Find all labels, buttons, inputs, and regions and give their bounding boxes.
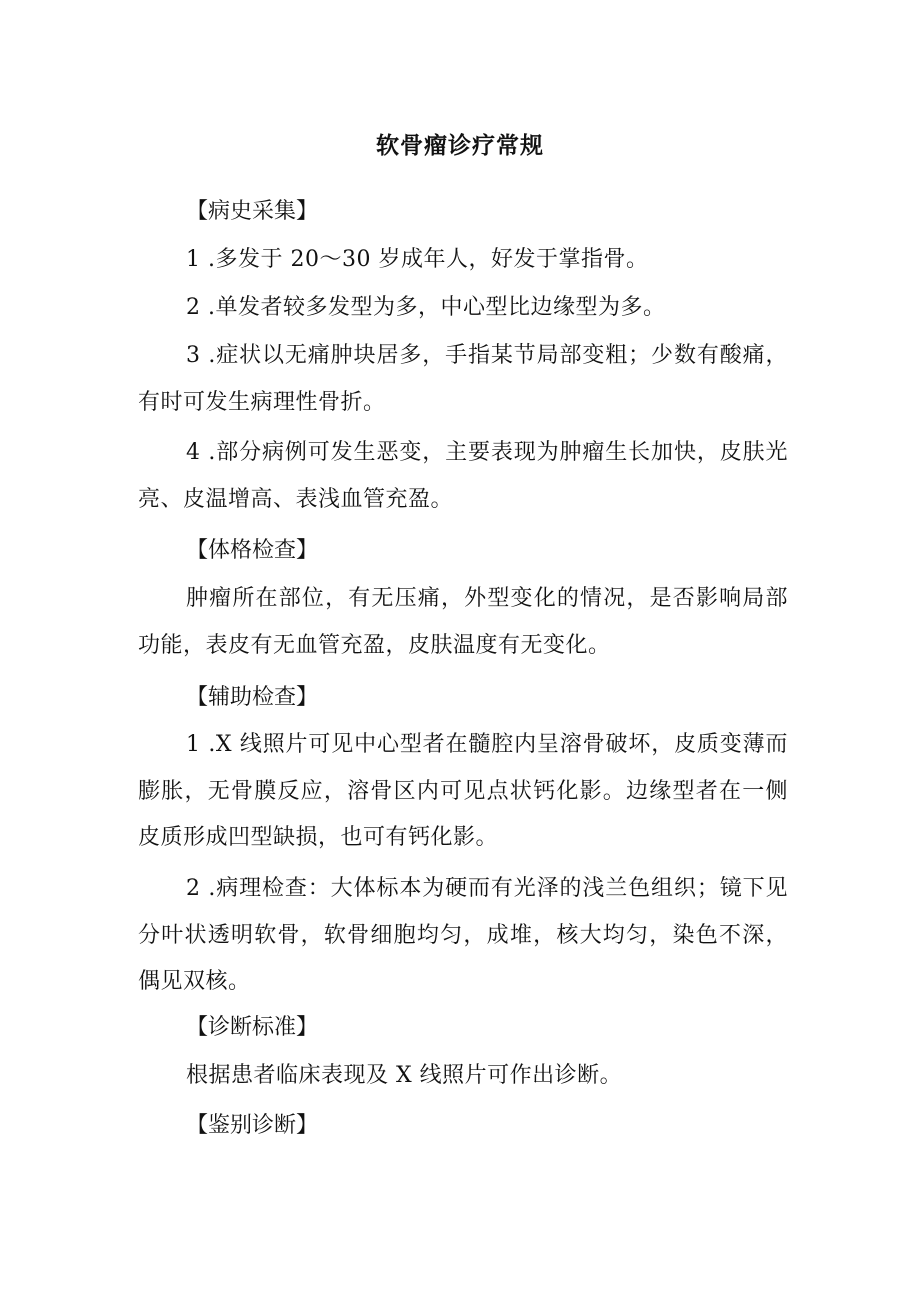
history-item-4: 4 .部分病例可发生恶变，主要表现为肿瘤生长加快，皮肤光亮、皮温增高、表浅血管充盈。 xyxy=(138,440,788,512)
section-heading-physical-exam: 【体格检查】 xyxy=(186,538,319,563)
section-heading-history: 【病史采集】 xyxy=(186,199,319,224)
history-item-1: 1 .多发于 20～30 岁成年人，好发于掌指骨。 xyxy=(186,247,649,272)
section-heading-diagnostic-criteria: 【诊断标准】 xyxy=(186,1015,319,1040)
diagnostic-criteria-text: 根据患者临床表现及 X 线照片可作出诊断。 xyxy=(186,1063,623,1088)
section-heading-differential-diagnosis: 【鉴别诊断】 xyxy=(186,1113,319,1138)
physical-exam-text: 肿瘤所在部位，有无压痛，外型变化的情况，是否影响局部功能，表皮有无血管充盈，皮肤温度有无变化。 xyxy=(138,586,788,658)
document-title: 软骨瘤诊疗常规 xyxy=(376,132,544,159)
section-heading-auxiliary-exam: 【辅助检查】 xyxy=(186,685,319,710)
auxiliary-exam-item-2: 2 .病理检查：大体标本为硬而有光泽的浅兰色组织；镜下见分叶状透明软骨，软骨细胞均匀，成堆，核大均匀，染色不深，偶见双核。 xyxy=(138,876,788,994)
history-item-3: 3 .症状以无痛肿块居多，手指某节局部变粗；少数有酸痛，有时可发生病理性骨折。 xyxy=(138,343,788,415)
auxiliary-exam-item-1: 1 .X 线照片可见中心型者在髓腔内呈溶骨破坏，皮质变薄而膨胀，无骨膜反应，溶骨区内可见点状钙化影。边缘型者在一侧皮质形成凹型缺损，也可有钙化影。 xyxy=(138,732,788,850)
history-item-2: 2 .单发者较多发型为多，中心型比边缘型为多。 xyxy=(186,295,666,320)
